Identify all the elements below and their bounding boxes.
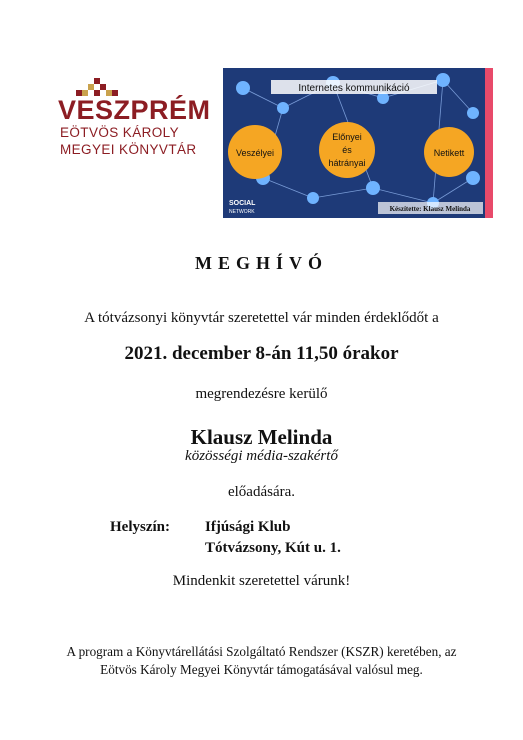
banner-circle-right: Netikett [433, 148, 465, 158]
speaker-name: Klausz Melinda [190, 425, 333, 449]
welcome-text: Mindenkit szeretettel várunk! [172, 573, 351, 589]
banner-circle-middle-3: hátrányai [328, 158, 366, 168]
footer-line-1: A program a Könyvtárellátási Szolgáltató Rendszer (KSZR) keretében, az [66, 644, 457, 659]
invitation-title: MEGHÍVÓ [194, 253, 328, 273]
organized-text: megrendezésre kerülő [195, 386, 328, 402]
invitation-intro: A tótvázsonyi könyvtár szeretettel vár minden érdeklődőt a [84, 310, 439, 326]
venue-name: Ifjúsági Klub [205, 519, 291, 535]
banner-circle-left: Veszélyei [235, 148, 275, 158]
venue-address: Tótvázsony, Kút u. 1. [205, 540, 341, 556]
footer-note [0, 643, 523, 679]
venue-label: Helyszín: [110, 519, 170, 535]
social-network-banner [223, 68, 493, 218]
logo-line-2: MEGYEI KÖNYVTÁR [60, 142, 197, 157]
banner-circle-middle-2: és [342, 145, 352, 155]
lecture-text: előadására. [227, 484, 296, 500]
event-date: 2021. december 8-án 11,50 órakor [124, 343, 399, 364]
banner-credit: Készítette: Klausz Melinda [389, 205, 471, 213]
banner-circle-middle-1: Előnyei [332, 132, 362, 142]
library-logo [58, 78, 211, 168]
banner-social-1: SOCIAL [229, 200, 256, 207]
speaker-role: közösségi média-szakértő [185, 448, 338, 464]
checker-pattern-icon [70, 78, 130, 96]
banner-social-2: NETWORK [229, 209, 255, 215]
logo-line-1: EÖTVÖS KÁROLY [60, 125, 179, 140]
footer-line-2: Eötvös Károly Megyei Könyvtár támogatásával valósul meg. [100, 662, 423, 677]
logo-wordmark: VESZPRÉM [58, 95, 211, 125]
banner-headline: Internetes kommunikáció [298, 83, 410, 94]
